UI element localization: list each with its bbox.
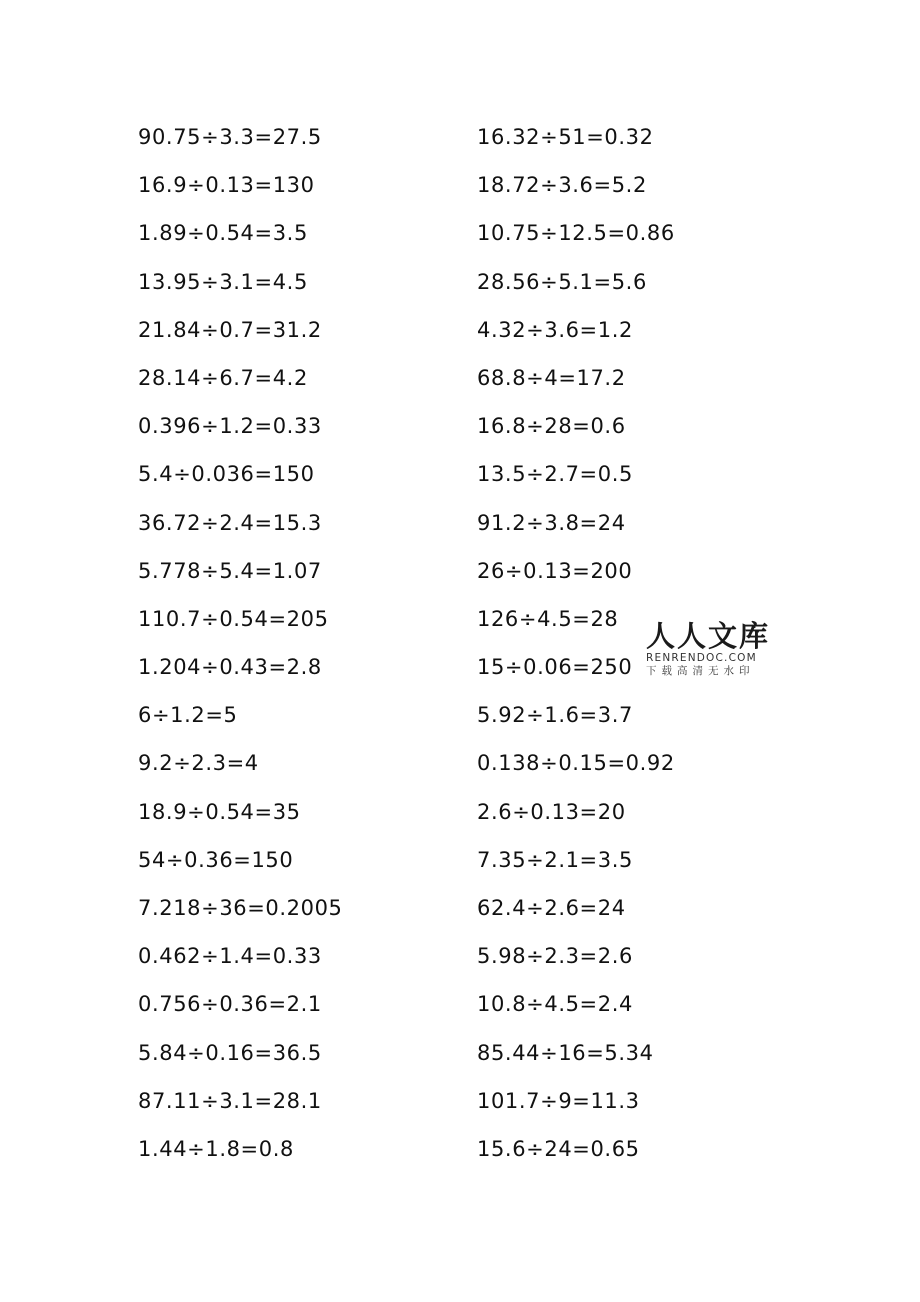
equation-row: 5.92÷1.6=3.7 bbox=[477, 703, 633, 728]
watermark-domain: RENRENDOC.COM bbox=[646, 652, 757, 664]
equation-row: 85.44÷16=5.34 bbox=[477, 1040, 654, 1065]
equation-row: 1.204÷0.43=2.8 bbox=[138, 655, 322, 680]
equation-row: 68.8÷4=17.2 bbox=[477, 365, 626, 390]
watermark-subtitle: 下载高清无水印 bbox=[646, 665, 755, 677]
equation-row: 9.2÷2.3=4 bbox=[138, 751, 259, 776]
equation-row: 36.72÷2.4=15.3 bbox=[138, 510, 322, 535]
equation-row: 16.8÷28=0.6 bbox=[477, 414, 626, 439]
equation-row: 6÷1.2=5 bbox=[138, 703, 238, 728]
equation-row: 5.4÷0.036=150 bbox=[138, 462, 315, 487]
equation-row: 2.6÷0.13=20 bbox=[477, 799, 626, 824]
equation-row: 0.396÷1.2=0.33 bbox=[138, 414, 322, 439]
equation-row: 0.138÷0.15=0.92 bbox=[477, 751, 675, 776]
equation-row: 16.32÷51=0.32 bbox=[477, 125, 654, 149]
equation-row: 13.5÷2.7=0.5 bbox=[477, 462, 633, 487]
equation-row: 62.4÷2.6=24 bbox=[477, 896, 626, 920]
equation-row: 10.75÷12.5=0.86 bbox=[477, 221, 675, 246]
equation-row: 26÷0.13=200 bbox=[477, 558, 633, 583]
equation-row: 28.56÷5.1=5.6 bbox=[477, 269, 647, 294]
equation-row: 126÷4.5=28 bbox=[477, 606, 619, 631]
equation-row: 15÷0.06=250 bbox=[477, 655, 633, 680]
equation-row: 54÷0.36=150 bbox=[138, 847, 294, 872]
equation-row: 7.35÷2.1=3.5 bbox=[477, 847, 633, 872]
equation-row: 21.84÷0.7=31.2 bbox=[138, 317, 322, 342]
equation-row: 91.2÷3.8=24 bbox=[477, 510, 626, 535]
left-equation-column bbox=[138, 113, 458, 1173]
equation-row: 18.72÷3.6=5.2 bbox=[477, 173, 647, 198]
equation-row: 0.462÷1.4=0.33 bbox=[138, 944, 322, 969]
equation-row: 15.6÷24=0.65 bbox=[477, 1136, 640, 1161]
watermark-logo bbox=[646, 620, 776, 678]
equation-row: 5.98÷2.3=2.6 bbox=[477, 944, 633, 969]
equation-row: 10.8÷4.5=2.4 bbox=[477, 992, 633, 1017]
equation-row: 1.89÷0.54=3.5 bbox=[138, 221, 308, 246]
equation-row: 101.7÷9=11.3 bbox=[477, 1088, 640, 1113]
equation-row: 110.7÷0.54=205 bbox=[138, 606, 329, 631]
watermark-title: 人人文库 bbox=[646, 619, 771, 653]
equation-row: 87.11÷3.1=28.1 bbox=[138, 1088, 322, 1113]
equation-row: 4.32÷3.6=1.2 bbox=[477, 317, 633, 342]
equation-row: 1.44÷1.8=0.8 bbox=[138, 1136, 294, 1161]
equation-row: 5.778÷5.4=1.07 bbox=[138, 558, 322, 583]
equation-row: 13.95÷3.1=4.5 bbox=[138, 269, 308, 294]
equation-row: 16.9÷0.13=130 bbox=[138, 173, 315, 198]
equation-row: 0.756÷0.36=2.1 bbox=[138, 992, 322, 1017]
equation-row: 5.84÷0.16=36.5 bbox=[138, 1040, 322, 1065]
equation-row: 90.75÷3.3=27.5 bbox=[138, 125, 322, 149]
equation-row: 7.218÷36=0.2005 bbox=[138, 896, 343, 920]
equation-row: 28.14÷6.7=4.2 bbox=[138, 365, 308, 390]
equation-row: 18.9÷0.54=35 bbox=[138, 799, 301, 824]
